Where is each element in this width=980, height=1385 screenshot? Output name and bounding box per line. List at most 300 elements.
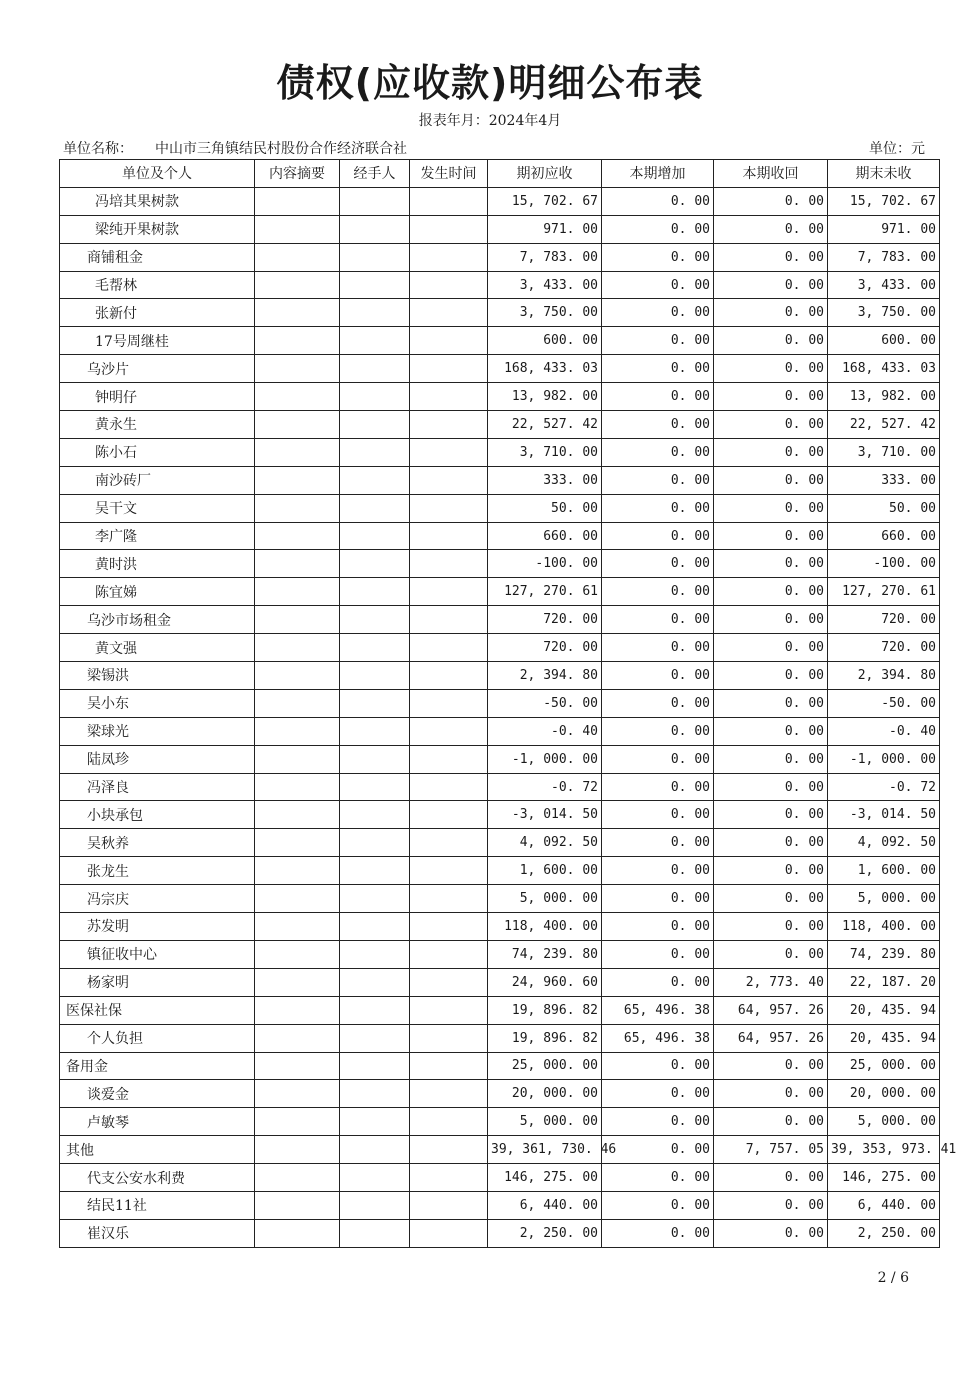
cell-party: 谈爱金: [60, 1080, 255, 1108]
cell-party: 乌沙市场租金: [60, 606, 255, 634]
cell-opening: 74, 239. 80: [488, 940, 602, 968]
cell-opening: 1, 600. 00: [488, 857, 602, 885]
cell-party: 冯宗庆: [60, 885, 255, 913]
cell-party: 梁球光: [60, 717, 255, 745]
table-row: [60, 215, 940, 243]
cell-increase: 0. 00: [602, 634, 714, 662]
table-row: [60, 187, 940, 215]
cell-increase: 0. 00: [602, 717, 714, 745]
cell-closing: 5, 000. 00: [828, 885, 940, 913]
report-period: 报表年月：2024年4月: [418, 113, 562, 129]
cell-closing: 971. 00: [828, 215, 940, 243]
cell-summary: [255, 1052, 340, 1080]
cell-date: [410, 271, 488, 299]
cell-handler: [340, 913, 410, 941]
table-row: [60, 411, 940, 439]
table-row: [60, 1219, 940, 1247]
cell-date: [410, 299, 488, 327]
receivables-table: [59, 159, 957, 1248]
cell-date: [410, 968, 488, 996]
cell-date: [410, 1219, 488, 1247]
cell-summary: [255, 1108, 340, 1136]
cell-date: [410, 466, 488, 494]
table-row: [60, 1191, 940, 1219]
cell-recovered: 0. 00: [714, 717, 828, 745]
col-header-handler: 经手人: [340, 160, 410, 188]
cell-opening: 22, 527. 42: [488, 411, 602, 439]
cell-handler: [340, 1024, 410, 1052]
col-header-increase: 本期增加: [602, 160, 714, 188]
cell-date: [410, 1024, 488, 1052]
cell-date: [410, 243, 488, 271]
cell-closing: 2, 394. 80: [828, 662, 940, 690]
table-row: [60, 1052, 940, 1080]
cell-handler: [340, 940, 410, 968]
cell-handler: [340, 968, 410, 996]
cell-opening: 4, 092. 50: [488, 829, 602, 857]
cell-party: 崔汉乐: [60, 1219, 255, 1247]
cell-party: 商铺租金: [60, 243, 255, 271]
cell-recovered: 0. 00: [714, 745, 828, 773]
cell-opening: -100. 00: [488, 550, 602, 578]
table-row: [60, 829, 940, 857]
cell-opening: 333. 00: [488, 466, 602, 494]
cell-party: 吴小东: [60, 689, 255, 717]
cell-increase: 65, 496. 38: [602, 1024, 714, 1052]
cell-party: 毛帮林: [60, 271, 255, 299]
document-title: 债权(应收款)明细公布表: [276, 61, 704, 105]
cell-opening: -0. 40: [488, 717, 602, 745]
cell-date: [410, 383, 488, 411]
cell-closing: 660. 00: [828, 522, 940, 550]
cell-increase: 0. 00: [602, 801, 714, 829]
cell-increase: 0. 00: [602, 355, 714, 383]
cell-party: 结民11社: [60, 1191, 255, 1219]
cell-party: 梁锡洪: [60, 662, 255, 690]
cell-increase: 0. 00: [602, 327, 714, 355]
cell-opening: 2, 250. 00: [488, 1219, 602, 1247]
cell-recovered: 0. 00: [714, 1052, 828, 1080]
cell-opening: -3, 014. 50: [488, 801, 602, 829]
cell-increase: 0. 00: [602, 438, 714, 466]
cell-increase: 0. 00: [602, 829, 714, 857]
cell-summary: [255, 885, 340, 913]
cell-summary: [255, 606, 340, 634]
cell-party: 梁纯开果树款: [60, 215, 255, 243]
cell-opening: 15, 702. 67: [488, 187, 602, 215]
cell-closing: 7, 783. 00: [828, 243, 940, 271]
cell-date: [410, 438, 488, 466]
cell-handler: [340, 243, 410, 271]
cell-increase: 0. 00: [602, 745, 714, 773]
table-row: [60, 885, 940, 913]
cell-recovered: 0. 00: [714, 215, 828, 243]
cell-date: [410, 355, 488, 383]
cell-closing: -3, 014. 50: [828, 801, 940, 829]
cell-increase: 0. 00: [602, 494, 714, 522]
cell-opening: 39, 361, 730. 46: [488, 1136, 602, 1164]
cell-party: 杨家明: [60, 968, 255, 996]
cell-opening: 7, 783. 00: [488, 243, 602, 271]
cell-summary: [255, 1136, 340, 1164]
cell-summary: [255, 271, 340, 299]
cell-date: [410, 829, 488, 857]
cell-closing: 1, 600. 00: [828, 857, 940, 885]
cell-handler: [340, 187, 410, 215]
col-header-closing: 期末未收: [828, 160, 940, 188]
table-row: [60, 578, 940, 606]
cell-opening: 3, 710. 00: [488, 438, 602, 466]
cell-date: [410, 801, 488, 829]
cell-summary: [255, 745, 340, 773]
col-header-recovered: 本期收回: [714, 160, 828, 188]
cell-handler: [340, 1052, 410, 1080]
cell-recovered: 0. 00: [714, 466, 828, 494]
cell-handler: [340, 578, 410, 606]
cell-increase: 0. 00: [602, 773, 714, 801]
cell-closing: 25, 000. 00: [828, 1052, 940, 1080]
cell-recovered: 0. 00: [714, 522, 828, 550]
table-row: [60, 327, 940, 355]
table-row: [60, 996, 940, 1024]
cell-summary: [255, 996, 340, 1024]
cell-closing: 4, 092. 50: [828, 829, 940, 857]
cell-increase: 0. 00: [602, 299, 714, 327]
cell-handler: [340, 550, 410, 578]
cell-handler: [340, 271, 410, 299]
cell-party: 冯培其果树款: [60, 187, 255, 215]
cell-closing: 15, 702. 67: [828, 187, 940, 215]
cell-summary: [255, 522, 340, 550]
cell-recovered: 0. 00: [714, 1108, 828, 1136]
header-info-row: [63, 138, 925, 158]
cell-date: [410, 885, 488, 913]
cell-handler: [340, 801, 410, 829]
cell-increase: 0. 00: [602, 187, 714, 215]
cell-recovered: 0. 00: [714, 662, 828, 690]
cell-opening: 600. 00: [488, 327, 602, 355]
cell-date: [410, 996, 488, 1024]
cell-party: 17号周继桂: [60, 327, 255, 355]
table-row: [60, 494, 940, 522]
cell-increase: 0. 00: [602, 271, 714, 299]
cell-recovered: 0. 00: [714, 689, 828, 717]
cell-increase: 0. 00: [602, 1219, 714, 1247]
cell-date: [410, 1136, 488, 1164]
cell-opening: 118, 400. 00: [488, 913, 602, 941]
cell-closing: 20, 435. 94: [828, 1024, 940, 1052]
cell-recovered: 0. 00: [714, 383, 828, 411]
cell-recovered: 0. 00: [714, 550, 828, 578]
cell-recovered: 0. 00: [714, 355, 828, 383]
cell-closing: -0. 72: [828, 773, 940, 801]
cell-opening: 720. 00: [488, 606, 602, 634]
cell-summary: [255, 717, 340, 745]
cell-recovered: 64, 957. 26: [714, 996, 828, 1024]
cell-opening: -1, 000. 00: [488, 745, 602, 773]
cell-date: [410, 745, 488, 773]
cell-date: [410, 606, 488, 634]
cell-closing: 22, 527. 42: [828, 411, 940, 439]
cell-opening: 19, 896. 82: [488, 996, 602, 1024]
cell-handler: [340, 606, 410, 634]
cell-handler: [340, 1191, 410, 1219]
cell-closing: 74, 239. 80: [828, 940, 940, 968]
cell-party: 黄文强: [60, 634, 255, 662]
cell-opening: -50. 00: [488, 689, 602, 717]
table-header-row: [60, 160, 940, 188]
table-row: [60, 662, 940, 690]
col-header-summary: 内容摘要: [255, 160, 340, 188]
table-row: [60, 383, 940, 411]
cell-opening: 168, 433. 03: [488, 355, 602, 383]
cell-recovered: 7, 757. 05: [714, 1136, 828, 1164]
cell-party: 黄永生: [60, 411, 255, 439]
cell-recovered: 0. 00: [714, 940, 828, 968]
cell-closing: 20, 000. 00: [828, 1080, 940, 1108]
cell-closing: -50. 00: [828, 689, 940, 717]
cell-recovered: 0. 00: [714, 801, 828, 829]
cell-opening: 660. 00: [488, 522, 602, 550]
cell-increase: 0. 00: [602, 689, 714, 717]
cell-handler: [340, 383, 410, 411]
cell-increase: 0. 00: [602, 383, 714, 411]
col-header-party: 单位及个人: [60, 160, 255, 188]
cell-summary: [255, 689, 340, 717]
cell-recovered: 0. 00: [714, 634, 828, 662]
cell-handler: [340, 857, 410, 885]
cell-opening: -0. 72: [488, 773, 602, 801]
cell-handler: [340, 299, 410, 327]
table-row: [60, 355, 940, 383]
org-label: 单位名称：: [63, 141, 133, 157]
cell-opening: 5, 000. 00: [488, 885, 602, 913]
table-row: [60, 1136, 940, 1164]
cell-recovered: 0. 00: [714, 1191, 828, 1219]
table-row: [60, 717, 940, 745]
cell-summary: [255, 411, 340, 439]
cell-recovered: 0. 00: [714, 271, 828, 299]
cell-handler: [340, 1108, 410, 1136]
cell-recovered: 0. 00: [714, 885, 828, 913]
cell-handler: [340, 466, 410, 494]
table-row: [60, 1108, 940, 1136]
table-row: [60, 438, 940, 466]
cell-opening: 6, 440. 00: [488, 1191, 602, 1219]
cell-recovered: 64, 957. 26: [714, 1024, 828, 1052]
cell-increase: 0. 00: [602, 885, 714, 913]
table-row: [60, 1164, 940, 1192]
cell-recovered: 0. 00: [714, 494, 828, 522]
cell-closing: 118, 400. 00: [828, 913, 940, 941]
cell-increase: 65, 496. 38: [602, 996, 714, 1024]
table-row: [60, 689, 940, 717]
cell-recovered: 0. 00: [714, 606, 828, 634]
cell-party: 乌沙片: [60, 355, 255, 383]
cell-recovered: 0. 00: [714, 829, 828, 857]
cell-increase: 0. 00: [602, 913, 714, 941]
cell-increase: 0. 00: [602, 1191, 714, 1219]
cell-handler: [340, 411, 410, 439]
cell-increase: 0. 00: [602, 1108, 714, 1136]
cell-handler: [340, 689, 410, 717]
cell-increase: 0. 00: [602, 215, 714, 243]
cell-recovered: 0. 00: [714, 243, 828, 271]
cell-opening: 2, 394. 80: [488, 662, 602, 690]
table-row: [60, 606, 940, 634]
table-row: [60, 1024, 940, 1052]
cell-handler: [340, 1136, 410, 1164]
cell-handler: [340, 215, 410, 243]
cell-summary: [255, 578, 340, 606]
cell-opening: 127, 270. 61: [488, 578, 602, 606]
cell-opening: 3, 433. 00: [488, 271, 602, 299]
cell-summary: [255, 857, 340, 885]
cell-summary: [255, 215, 340, 243]
table-row: [60, 968, 940, 996]
cell-increase: 0. 00: [602, 522, 714, 550]
cell-opening: 720. 00: [488, 634, 602, 662]
cell-summary: [255, 634, 340, 662]
cell-increase: 0. 00: [602, 1136, 714, 1164]
cell-party: 小块承包: [60, 801, 255, 829]
cell-increase: 0. 00: [602, 466, 714, 494]
cell-date: [410, 327, 488, 355]
cell-handler: [340, 745, 410, 773]
cell-date: [410, 578, 488, 606]
cell-summary: [255, 968, 340, 996]
table-row: [60, 634, 940, 662]
cell-party: 黄时洪: [60, 550, 255, 578]
cell-increase: 0. 00: [602, 243, 714, 271]
cell-opening: 5, 000. 00: [488, 1108, 602, 1136]
cell-party: 医保社保: [60, 996, 255, 1024]
cell-date: [410, 662, 488, 690]
cell-party: 南沙砖厂: [60, 466, 255, 494]
table-row: [60, 801, 940, 829]
cell-closing: 720. 00: [828, 634, 940, 662]
cell-summary: [255, 243, 340, 271]
cell-opening: 50. 00: [488, 494, 602, 522]
currency-unit: 单位：元: [869, 141, 925, 157]
cell-increase: 0. 00: [602, 550, 714, 578]
cell-closing: -0. 40: [828, 717, 940, 745]
cell-closing: 3, 710. 00: [828, 438, 940, 466]
table-row: [60, 1080, 940, 1108]
cell-party: 个人负担: [60, 1024, 255, 1052]
cell-summary: [255, 1191, 340, 1219]
cell-date: [410, 717, 488, 745]
cell-summary: [255, 494, 340, 522]
cell-closing: 5, 000. 00: [828, 1108, 940, 1136]
cell-party: 陈小石: [60, 438, 255, 466]
cell-date: [410, 522, 488, 550]
cell-closing: 2, 250. 00: [828, 1219, 940, 1247]
cell-closing: 22, 187. 20: [828, 968, 940, 996]
cell-recovered: 0. 00: [714, 1164, 828, 1192]
cell-increase: 0. 00: [602, 411, 714, 439]
table-row: [60, 773, 940, 801]
cell-handler: [340, 1164, 410, 1192]
cell-date: [410, 1164, 488, 1192]
cell-increase: 0. 00: [602, 606, 714, 634]
cell-date: [410, 1108, 488, 1136]
cell-recovered: 0. 00: [714, 187, 828, 215]
cell-summary: [255, 1024, 340, 1052]
cell-party: 冯泽良: [60, 773, 255, 801]
cell-increase: 0. 00: [602, 578, 714, 606]
cell-increase: 0. 00: [602, 1080, 714, 1108]
cell-date: [410, 1191, 488, 1219]
cell-summary: [255, 662, 340, 690]
cell-party: 吴秋养: [60, 829, 255, 857]
cell-opening: 20, 000. 00: [488, 1080, 602, 1108]
cell-summary: [255, 940, 340, 968]
cell-increase: 0. 00: [602, 857, 714, 885]
cell-recovered: 0. 00: [714, 578, 828, 606]
table-row: [60, 271, 940, 299]
cell-party: 陆凤珍: [60, 745, 255, 773]
cell-closing: 168, 433. 03: [828, 355, 940, 383]
table-row: [60, 940, 940, 968]
cell-summary: [255, 1080, 340, 1108]
cell-date: [410, 215, 488, 243]
cell-summary: [255, 829, 340, 857]
cell-handler: [340, 1219, 410, 1247]
cell-recovered: 0. 00: [714, 1080, 828, 1108]
cell-opening: 3, 750. 00: [488, 299, 602, 327]
table-row: [60, 857, 940, 885]
cell-summary: [255, 355, 340, 383]
cell-recovered: 0. 00: [714, 773, 828, 801]
cell-opening: 19, 896. 82: [488, 1024, 602, 1052]
cell-party: 镇征收中心: [60, 940, 255, 968]
cell-increase: 0. 00: [602, 968, 714, 996]
table-row: [60, 550, 940, 578]
cell-closing: 39, 353, 973. 41: [828, 1136, 940, 1164]
cell-summary: [255, 773, 340, 801]
col-header-date: 发生时间: [410, 160, 488, 188]
cell-party: 苏发明: [60, 913, 255, 941]
cell-opening: 971. 00: [488, 215, 602, 243]
cell-handler: [340, 717, 410, 745]
table-row: [60, 299, 940, 327]
cell-summary: [255, 1219, 340, 1247]
cell-date: [410, 1052, 488, 1080]
cell-party: 备用金: [60, 1052, 255, 1080]
cell-party: 张龙生: [60, 857, 255, 885]
table-row: [60, 913, 940, 941]
table-row: [60, 466, 940, 494]
cell-date: [410, 187, 488, 215]
cell-closing: 127, 270. 61: [828, 578, 940, 606]
cell-summary: [255, 1164, 340, 1192]
cell-increase: 0. 00: [602, 1052, 714, 1080]
cell-summary: [255, 327, 340, 355]
cell-summary: [255, 299, 340, 327]
cell-handler: [340, 829, 410, 857]
cell-handler: [340, 996, 410, 1024]
cell-party: 吴干文: [60, 494, 255, 522]
col-header-opening: 期初应收: [488, 160, 602, 188]
cell-handler: [340, 327, 410, 355]
cell-recovered: 0. 00: [714, 327, 828, 355]
cell-date: [410, 940, 488, 968]
cell-date: [410, 634, 488, 662]
cell-recovered: 0. 00: [714, 411, 828, 439]
cell-handler: [340, 494, 410, 522]
cell-party: 陈宜娣: [60, 578, 255, 606]
